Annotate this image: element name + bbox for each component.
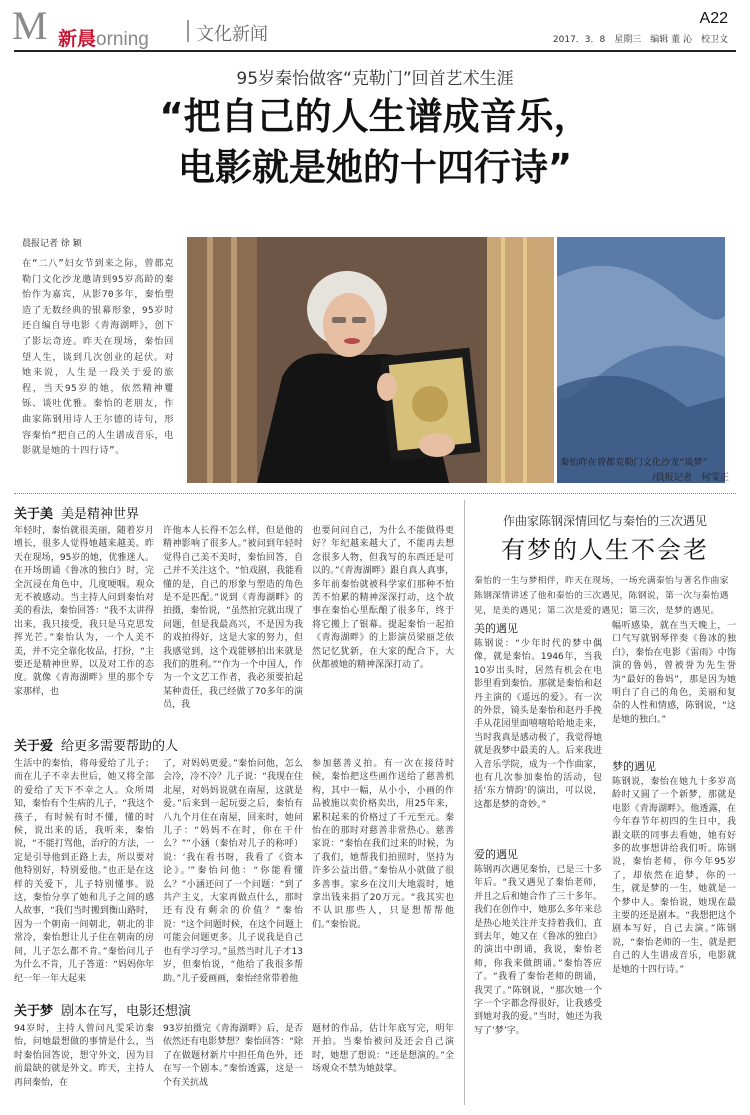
logo-red-mark: 新晨 bbox=[58, 29, 97, 50]
screen-art bbox=[557, 237, 725, 483]
subhead-title: 剧本在写，电影还想演 bbox=[61, 1004, 192, 1019]
background-screen bbox=[557, 237, 725, 483]
subhead-title: 给更多需要帮助的人 bbox=[61, 739, 179, 754]
headline-line-2: 电影就是她的十四行诗” bbox=[177, 146, 573, 189]
dream-col-1: 94岁时，主持人曾问凡雯采访秦怡，问她最想做的事情是什么，当时秦怡回答说，想守外文，因为目前最缺的就是外文。昨天，主持人再问秦怡，在 bbox=[14, 1024, 154, 1088]
logo-letter: M bbox=[12, 3, 48, 48]
subhead-beauty bbox=[14, 503, 139, 522]
beauty-col-3: 也要问问自己，为什么不能做得更好？年纪越来越大了，不能再去想念很多人物，但我写的东西还是可以的。”《青海湖畔》跟自真人真事，多年前秦怡就被科学家们那种不怕苦不怕累的精神深深打动，这个故事在秦怡心里酝酿了很多年，终于将它搬上了银幕。提起秦怡一起拍《青海湖畔》的上影演员梁丽芝依然记忆犹新，在大家的配合下，大伙都被她的精神深深打动了。 bbox=[312, 526, 454, 671]
article-kicker: 95岁秦怡做客“克勒门”回首艺术生涯 bbox=[236, 69, 514, 89]
subhead-dream bbox=[14, 1000, 191, 1019]
love-col-3: 参加慈善义拍。有一次在接待时候，秦怡把这些画作送给了慈善机构，其中一幅，从小小，小画的作品被施以卖价格卖出，用25年来，累积起来的价格过了千元至元。秦怡在的那时对慈善非常热心。慈善家说：“秦怡在我们过来的时候，为了我们，她帮我们拍照时，坚持为许多公益出借。”秦怡从小就做了很多善事。家乡在汶川大地震时，她拿出钱来捐了20万元。“我其实也不认识那些人，只是想帮帮他们。”秦怡说。 bbox=[312, 759, 454, 930]
main-photo bbox=[187, 237, 554, 483]
dateline: 2017．3．8 星期三 编辑 董 沁 校卫文 bbox=[552, 35, 728, 45]
lead-paragraph: 在“二八”妇女节到来之际，曾都克勒门文化沙龙邀请到95岁高龄的秦怡作为嘉宾，从影70多年，秦怡塑造了无数经典的银幕形象，95岁时还自编自导电影《青海湖畔》，创下了影坛奇迹。昨天在现场，秦怡回望人生，谈到几次创业的起伏。对她来说，人生是一段关于爱的旅程，当天95岁的她，依然精神矍铄、谈吐优雅。秦怡的老朋友，作曲家陈钢用诗人王尔德的诗句，形容秦怡“把自己的人生谱成音乐，电影就是她的十四行诗”。 bbox=[22, 258, 174, 457]
photo-caption bbox=[560, 455, 735, 485]
main-photo-art bbox=[187, 237, 554, 483]
beauty-col-2: 许他本人长得不怎么样，但是他的精神影响了很多人。”被问到年轻时觉得自己美不美时，秦怡回答，自己并不关注这个。“怕戏剧，我能看懂的是，自己的形象与塑造的角色是不是匹配。”说到《青海湖畔》的拍摄，秦怡说，“虽然拍完就出现了问题，但是我最高兴，不是因为我的戏拍得好，这是大家的努力，但我感觉到，这个戏能够拍出来就是我们的胜利。”“作为一个中国人，作为一个文艺工作者，我必须要拍起某种责任，我已经做了70多年的演员，我 bbox=[163, 526, 303, 711]
sidebar-section-title: 爱的遇见 bbox=[474, 848, 518, 861]
sidebar-love-text: 陈钢再次遇见秦怡，已是三十多年后。“我又遇见了秦怡老师，并且之后和她合作了三十多年。我们在创作中，她那么多年来总是热心地关注并支持着我们，直到去年，她又在《鲁冰的独白》的演出中朗诵，我说，秦怡老师，你我来做朗诵。”秦怡答应了。“我看了秦怡老师的朗诵，我哭了。”陈钢说，“那次她一个字一个字都念得很好，让我感受到她对我的爱。”当时，她还为我写了‘梦’字。 bbox=[474, 865, 602, 1036]
caption-credit: /晨报记者 何雯正 bbox=[652, 472, 729, 483]
beauty-col-1: 年轻时，秦怡就很美丽，随着岁月增长，很多人觉得她越来越美。昨天在现场，95岁的她，优雅迷人。在开场朗诵《鲁冰的独白》时，完全沉浸在角色中，几度哽咽。观众无不被感动。当主持人问到秦怡对美的看法，秦怡回答：“我不太讲得出来，我只接受，我只是马克思发挥光芒。”秦怡认为，一个人美不美，并不完全靠化妆品，打扮，“主要还是精神世界，以及对工作的态度。就像《青海湖畔》里的那个专家那样，也 bbox=[14, 526, 154, 697]
logo-rest: orning bbox=[96, 29, 149, 50]
masthead-rule bbox=[14, 50, 736, 52]
masthead-title bbox=[58, 24, 149, 51]
love-col-2: 了，对妈妈更爱。”秦怡问他，怎么会冷，冷不冷？儿子说：“我现在住北屋，对妈妈说就在南屋，这就是爱。”后来到一起玩耍之后，秦怡有八九个月住在南屋，回来时，她问儿子：“妈妈不在时，你在干什么？”“小涵（秦怡对儿子的称呼）说：‘我在看书呀，我看了《资本论》。’”秦怡问他：“你能看懂么？”小涵还问了一个问题：“到了共产主义，大家再做点什么，那时还有没有剩余的价值？”秦怡说：“这个问题时候，在这个问题上可能会问题更多。儿子说我是自己也有学习学习。”虽然当时儿子才13岁，但秦怡说，“他给了我很多帮助。”儿子爱画画，秦怡经常带着他 bbox=[163, 759, 303, 984]
subhead-tag: 关于美 bbox=[14, 507, 54, 522]
sidebar-title: 有梦的人生不会老 bbox=[501, 536, 709, 564]
masthead-divider bbox=[187, 20, 189, 42]
subhead-title: 美是精神世界 bbox=[61, 507, 140, 522]
dream-col-3: 题材的作品，估计年底写完，明年开拍。当秦怡被问及还会自己演时，她想了想说：“还是想演的。”全场观众不禁为她鼓掌。 bbox=[312, 1024, 454, 1075]
section-divider bbox=[14, 493, 736, 494]
page-number: A22 bbox=[699, 10, 728, 27]
subhead-tag: 关于爱 bbox=[14, 739, 54, 754]
sidebar-section-title: 美的遇见 bbox=[474, 622, 518, 635]
subhead-tag: 关于梦 bbox=[14, 1004, 54, 1019]
sidebar-divider bbox=[464, 500, 465, 1105]
reporter-byline: 晨报记者 徐 颖 bbox=[22, 239, 82, 249]
headline-line-1: “把自己的人生谱成音乐， bbox=[159, 95, 591, 138]
sidebar-intro: 秦怡的一生与梦相伴，昨天在现场，一场充满秦怡与著名作曲家陈钢深情讲述了他和秦怡的三次遇见，陈钢说，第一次与秦怡遇见，是美的遇见；第二次是爱的遇见；第三次，是梦的遇见。 bbox=[474, 576, 729, 616]
sidebar-col2-top: 幅听感染，就在当天晚上，一口气写就钢琴伴奏《鲁冰的独白》，秦怡在电影《雷雨》中饰演的鲁妈，曾被誉为先生誉为“最好的鲁妈”，那是因为她明白了自己的角色，美丽和复杂的人性和情感，陈钢说，“这是她的独白。” bbox=[612, 621, 736, 725]
sidebar-section-title: 梦的遇见 bbox=[612, 760, 656, 773]
love-col-1: 生活中的秦怡，将母爱给了儿子；而在儿子不幸去世后，她又将全部的爱给了天下不幸之人。众所周知，秦怡有个生病的儿子，“我这个孩子，有时候有时不懂，懂的时候，说出来的话，我听来，秦怡说，“不能打骂他，治疗的方法，一定是引导他到正路上去，所以要对他特别好，特别爱他。”也正是在这样的关爱下，儿子特别懂事。说这，秦怡分享了她和儿子之间的感人故事，“我们当时搬到衡山路时，因为一个朝南一间朝北，朝北的非常冷，秦怡想让儿子住在朝南的房间，儿子怎么都不肯。”秦怡问儿子为什么不肯，儿子答道：“妈妈你年纪一年一年大起来 bbox=[14, 759, 154, 984]
caption-text: 秦怡昨在曾都克勒门文化沙龙“谈梦” bbox=[560, 457, 708, 468]
section-name: 文化新闻 bbox=[196, 24, 268, 45]
sidebar-kicker: 作曲家陈钢深情回忆与秦怡的三次遇见 bbox=[502, 514, 707, 528]
dream-col-2: 93岁拍摄完《青海湖畔》后，是否依然还有电影梦想？秦怡回答：“除了在做题材新片中担任角色外，还在写一个剧本。”秦怡透露，这是一个有关抗战 bbox=[163, 1024, 303, 1088]
masthead-logo bbox=[12, 3, 48, 48]
sidebar-dream-text: 陈钢说，秦怡在她九十多岁高龄时又圆了一个新梦，那就是电影《青海湖畔》。他透露，在今年春节年初四的生日中，我跟文联的同事去看她，她有好多的故事想讲给我们听。陈钢说，秦怡老师，你今年95岁了，却依然在追梦，你的一生，就是梦的一生，她就是一个梦中人。秦怡说，她现在最主要的还是剧本。“我想把这个剧本写好，自己去演。”陈钢说，“秦怡老师的一生，就是把自己的人生谱成音乐，电影就是她的十四行诗。” bbox=[612, 777, 736, 975]
sidebar-beauty-text: 陈钢说：“少年时代的梦中偶像，就是秦怡。1946年，当我10岁出头时，居然有机会在电影里看到秦怡。那就是秦怡和赵丹主演的《遥远的爱》。有一次的外景，镜头是秦怡和赵丹手挽手从花园里面嘻嘻哈哈地走来，当时我真是感动极了，我觉得她就是我梦中最美的人。后来我进入音乐学院，成为一个作曲家，也有几次参加秦怡的活动，包括‘东方情韵’的演出，可以说，这都是梦的奇妙。” bbox=[474, 639, 602, 810]
subhead-love bbox=[14, 735, 178, 754]
